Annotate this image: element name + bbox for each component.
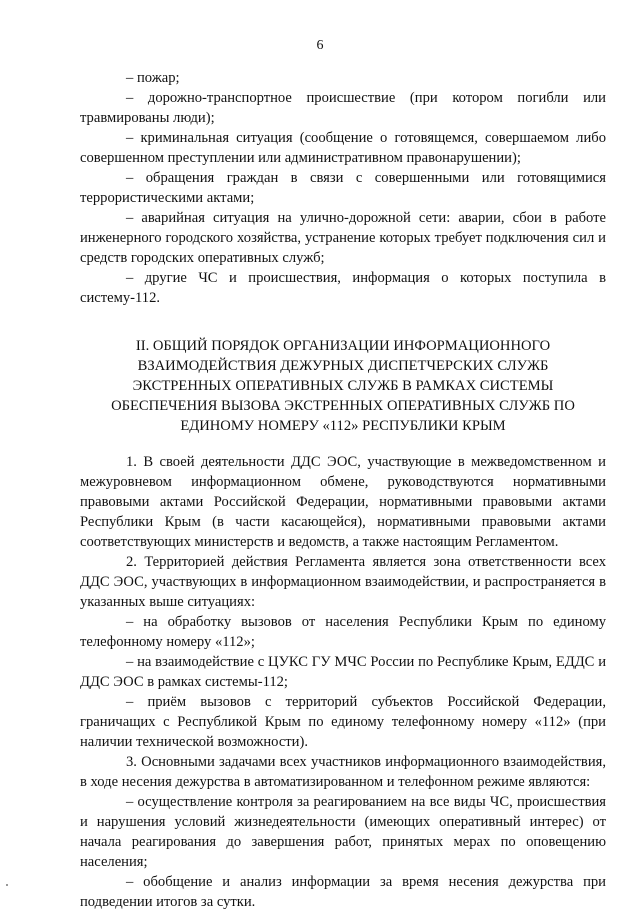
list-item: – осуществление контроля за реагированием на все виды ЧС, происшествия и нарушения условий жизнедеятельности (имеющих оперативный интерес) от начала реагирования до завершения работ, принятых мерах по оповещению населения; <box>80 794 606 870</box>
section-body <box>80 452 606 912</box>
list-item: – аварийная ситуация на улично-дорожной сети: аварии, сбои в работе инженерного городского хозяйства, устранение которых требует подключения сил и средств городских оперативных служб; <box>80 210 606 266</box>
heading-line: ОБЕСПЕЧЕНИЯ ВЫЗОВА ЭКСТРЕННЫХ ОПЕРАТИВНЫХ СЛУЖБ ПО <box>111 398 575 414</box>
list-item: – приём вызовов с территорий субъектов Российской Федерации, граничащих с Республикой Крым по единому телефонному номеру «112» (при наличии технической возможности). <box>80 694 606 750</box>
paragraph: 2. Территорией действия Регламента является зона ответственности всех ДДС ЭОС, участвующих в информационном взаимодействии, и распространяется в указанных выше ситуациях: <box>80 554 606 610</box>
heading-line: II. ОБЩИЙ ПОРЯДОК ОРГАНИЗАЦИИ ИНФОРМАЦИОННОГО <box>135 338 551 354</box>
page-number: 6 <box>316 38 324 53</box>
paragraph: 1. В своей деятельности ДДС ЭОС, участвующие в межведомственном и межуровневом информационном обмене, руководствуются нормативными правовыми актами Российской Федерации, нормативными правовыми актами Республики Крым (в части касающейся), нормативными правовыми актами соответствующих министерств и ведомств, а также настоящим Регламентом. <box>80 454 606 550</box>
paragraph: 3. Основными задачами всех участников информационного взаимодействия, в ходе несения дежурства в автоматизированном и телефонном режиме являются: <box>80 754 606 790</box>
scan-speck <box>6 884 8 886</box>
list-item: – на взаимодействие с ЦУКС ГУ МЧС России по Республике Крым, ЕДДС и ДДС ЭОС в рамках системы-112; <box>80 654 606 690</box>
section-heading <box>80 336 606 436</box>
list-item: – на обработку вызовов от населения Республики Крым по единому телефонному номеру «112»; <box>80 614 606 650</box>
heading-line: ВЗАИМОДЕЙСТВИЯ ДЕЖУРНЫХ ДИСПЕТЧЕРСКИХ СЛУЖБ <box>137 358 549 374</box>
document-body <box>80 68 606 912</box>
list-item: – обращения граждан в связи с совершенными или готовящимися террористическими актами; <box>80 170 606 206</box>
situation-list <box>80 68 606 308</box>
list-item: – пожар; <box>126 70 180 86</box>
heading-line: ЕДИНОМУ НОМЕРУ «112» РЕСПУБЛИКИ КРЫМ <box>180 418 506 434</box>
list-item: – дорожно-транспортное происшествие (при котором погибли или травмированы люди); <box>80 90 606 126</box>
heading-line: ЭКСТРЕННЫХ ОПЕРАТИВНЫХ СЛУЖБ В РАМКАХ СИСТЕМЫ <box>132 378 554 394</box>
list-item: – криминальная ситуация (сообщение о готовящемся, совершаемом либо совершенном преступлении или административном правонарушении); <box>80 130 606 166</box>
list-item: – другие ЧС и происшествия, информация о которых поступила в систему-112. <box>80 270 606 306</box>
list-item: – обобщение и анализ информации за время несения дежурства при подведении итогов за сутки. <box>80 874 606 910</box>
